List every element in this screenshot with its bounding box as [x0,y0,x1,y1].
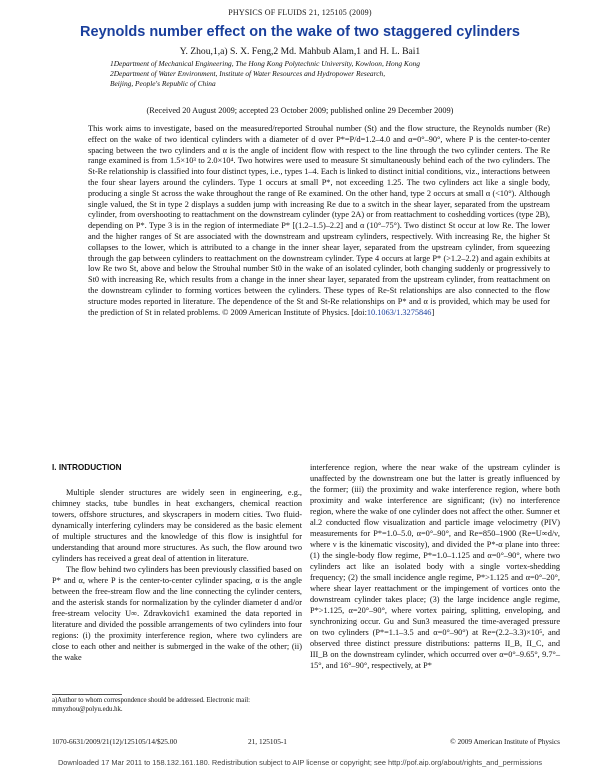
affiliation-3: Beijing, People's Republic of China [110,79,216,88]
author-list: Y. Zhou,1,a) S. X. Feng,2 Md. Mahbub Alam,1 and H. L. Bai1 [179,46,421,57]
doi-prefix: [doi: [351,307,367,317]
page-number: 21, 125105-1 [248,737,287,746]
running-head: PHYSICS OF FLUIDS 21, 125105 (2009) [228,8,372,17]
download-note: Downloaded 17 Mar 2011 to 158.132.161.180. Redistribution subject to AIP license or copyright; see http://pof.aip.org/about/rights_and_permissions [57,758,543,767]
right-column [310,462,560,671]
section-heading: I. INTRODUCTION [52,463,122,472]
affiliation-2: 2Department of Water Environment, Institute of Water Resources and Hydropower Research, [110,69,386,78]
intro-paragraph-2: The flow behind two cylinders has been previously classified based on P* and α, where P is the center-to-center cylinder spacing, α is the angle between the free-stream flow and the line connecting the cylinder centers, and the asterisk stands for normalization by the cylinder diameter d and/or free-stream velocity U∞. Zdravkovich1 examined the data reported in literature and divided the possible arrangements of two cylinders into four regions: (i) the proximity interference region, where two cylinders are close to each other and neither is submerged in the wake of the other; (ii) the wake [52,565,302,662]
abstract [88,124,550,318]
doi-link[interactable]: 10.1063/1.3275846 [366,307,432,317]
received-dates: (Received 20 August 2009; accepted 23 October 2009; published online 29 December 2009) [146,106,454,115]
footnote: a)Author to whom correspondence should be addressed. Electronic mail: mmyzhou@polyu.edu.hk. [52,697,250,713]
copyright: © 2009 American Institute of Physics [450,737,560,746]
intro-paragraph-1: Multiple slender structures are widely seen in engineering, e.g., chimney stacks, tube bundles in heat exchangers, chemical reaction towers, offshore structures, and skyscrapers in modern cities. Two fluid-dynamically interfering cylinders may be considered as the basic element of multiple structures and the knowledge of this flow is insightful for understanding that around more structures. As such, the flow around two cylinders has received a great deal of attention in literature. [52,488,302,563]
doi-suffix: ] [431,307,435,317]
affiliation-1: 1Department of Mechanical Engineering, The Hong Kong Polytechnic University, Kowloon, Hong Kong [110,59,420,68]
issn-code: 1070-6631/2009/21(12)/125105/14/$25.00 [52,737,178,746]
paper-title: Reynolds number effect on the wake of two staggered cylinders [80,24,520,40]
left-column [52,462,302,663]
abstract-text: This work aims to investigate, based on the measured/reported Strouhal number (St) and the flow structure, the Reynolds number (Re) effect on the wake of two identical cylinders with a diameter of d over P*=P/d=1.2–4.0 and α=0°–90°, where P is the center-to-center spacing between the two cylinders and α is the angle of incident flow with respect to the line through the two cylinder centers. The Re range examined is from 1.5×10³ to 2.0×10⁴. Two hotwires were used to measure St simultaneously behind each of the two cylinders. The St-Re relationship is classified into four distinct types, i.e., types 1–4. Each is linked to distinct initial conditions, viz., interactions between the four shear layers around the cylinders. Type 1 occurs at small P*, not exceeding 1.25. The two cylinders act like a single body, producing a single St across the wake throughout the range of Re examined. On the other hand, type 2 occurs at small α (<10°). Although single valued, the St in type 2 displays a sudden jump with increasing Re due to a switch in the shear layer, separated from the upstream cylinder, from overshooting to reattachment on the downstream cylinder (type 2A) or from reattachment to coshedding vortices (type 2B), depending on P*. Type 3 is in the region of intermediate P* [(1.2–1.5)–2.2] and α (10°–75°). Two distinct St occur at low Re. The lower and the higher ranges of St are associated with the downstream and upstream cylinders, respectively. With increasing Re, the higher St collapses to the lower, which is attributed to a change in the inner shear layer, separated from the upstream cylinder, from squeezing through the gap between cylinders to reattachment on the downstream cylinder. Type 4 occurs at large P* (>1.2–2.2) and again exhibits at low Re two St, above and below the Strouhal number St0 in the wake of an isolated cylinder, both changing suddenly or progressively to St0 with increasing Re, which results from a change in the inner shear layer, separated from the upstream cylinder, from reattachment on the downstream cylinder to forming vortices between the cylinders. These types of Re-St relationships are also connected to the flow structure modes reported in literature. The dependence of the St and St-Re relationships on P* and α is provided, which may be used for the prediction of St in related problems. © 2009 American Institute of Physics. [88,124,550,317]
footnote-rule [52,694,122,695]
affiliations [110,59,510,89]
intro-continuation: interference region, where the near wake of the upstream cylinder is unaffected by the downstream one but the latter is greatly influenced by the former; (iii) the proximity and wake interference region, where both proximity and wake interference are significant; (iv) no interference region, where the wake of one cylinder does not affect the other. Sumner et al.2 conducted flow visualization and particle image velocimetry (PIV) measurements for P*=1.0–5.0, α=0°–90°, and Re=850–1900 (Re=U∞d/ν, where ν is the kinematic viscosity), and divided the P*-α plane into three: (1) the single-body flow regime, P*=1.0–1.125 and α=0°–90°, where two cylinders act like an isolated body with a single vortex-shedding frequency; (2) the small incidence angle regime, P*>1.125 and α=0°–20°, where shear layer reattachment or the impingement of vortices onto the downstream cylinder takes place; (3) the large incidence angle regime, P*>1.125, α=20°–90°, where vortex pairing, splitting, enveloping, and synchronizing occur. Gu and Sun3 measured the time-averaged pressure on two cylinders (P*=1.1–3.5 and α=0°–90°) at Re=(2.2–3.3)×10⁵, and observed three distinct pressure distributions: patterns II_B, II_C, and III_B on the downstream cylinder, which occurred over α=0°–9.65°, 9.7°–15°, and 16°–90°, respectively, at P* [310,463,560,670]
